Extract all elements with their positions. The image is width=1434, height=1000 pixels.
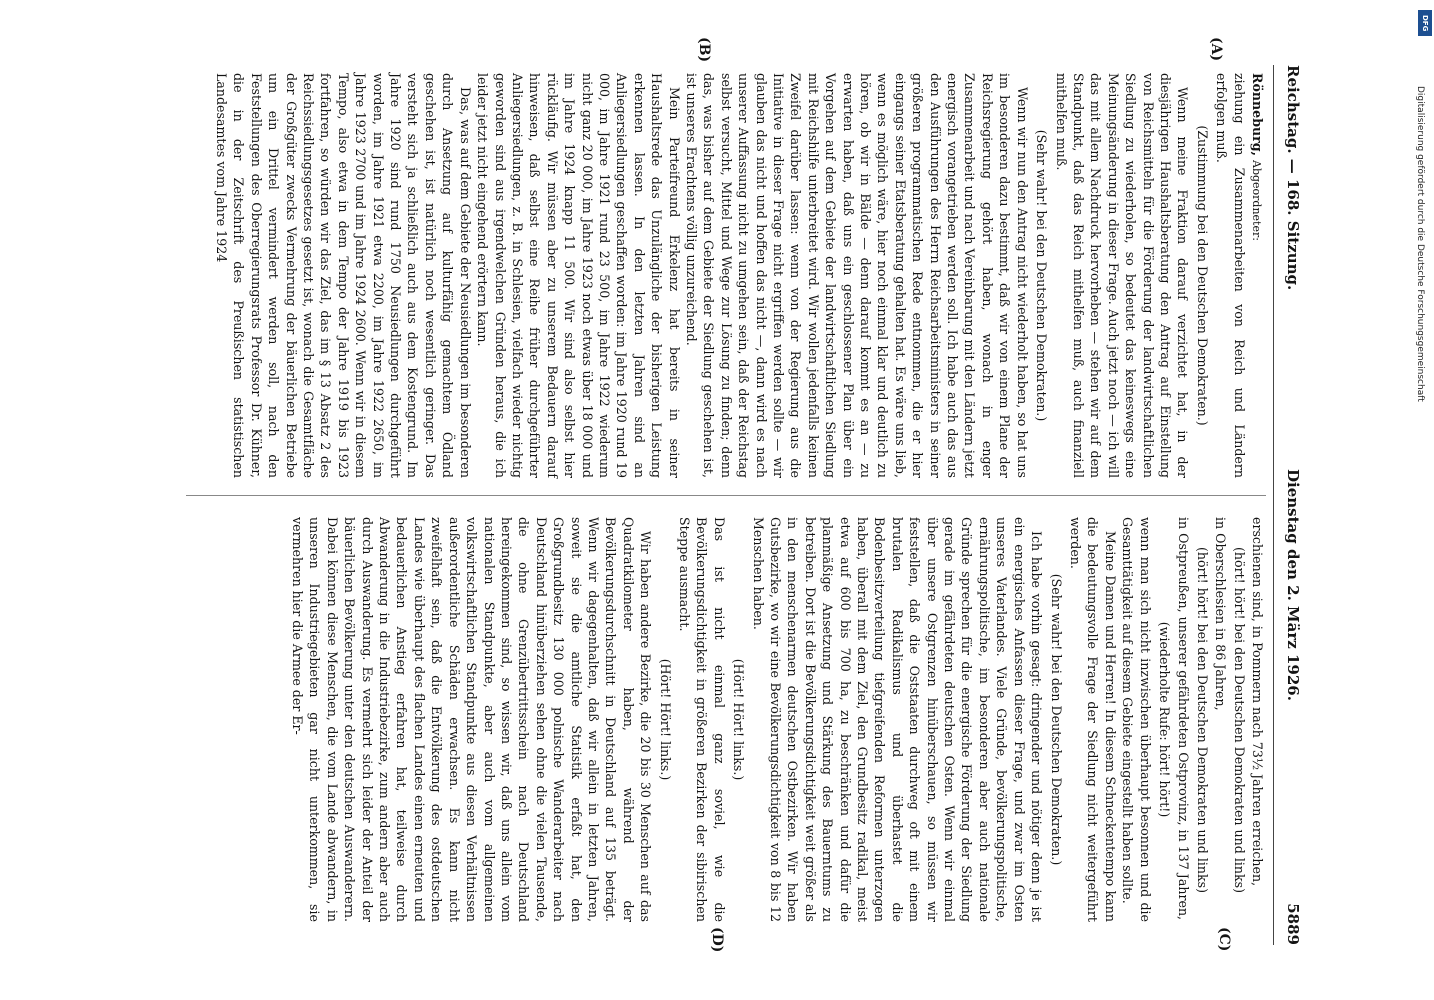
interjection: (Hört! Hört! links.): [657, 658, 673, 781]
running-head-date: Dienstag den 2. März 1926.: [1284, 469, 1302, 701]
interjection: (Zustimmung bei den Deutschen Demokraten.): [1194, 125, 1210, 426]
paragraph: Meine Damen und Herren! In diesem Schneckentempo kann die bedeutungsvolle Frage der Siedlung nicht weitergeführt werden.: [1067, 517, 1118, 922]
paragraph: erschienen sind, in Pommern nach 73½ Jahren erreichen,: [1250, 517, 1265, 887]
paragraph: Wir haben andere Bezirke, die 20 bis 30 Menschen auf das Quadratkilometer haben, während der Bevölkerungsdurchschnitt in Deutschland auf 135 beträgt. Wenn wir dagegenhalten, daß wir allein in letzten Jahren, soweit sie die amtliche Statistik erfaßt hat, den Großgrundbesitz 130 000 polnische Wanderarbeiter nach Deutschland hinüberziehen sehen ohne die vielen Tausende, die ohne Grenzübertrittsschein nach Deutschland hereingekommen sind, so wissen wir, daß uns allein vom nationalen Standpunkte, aber auch vom allgemeinen volkswirtschaftlichen Standpunkte aus diesen Verhältnissen außerordentliche Schäden erwachsen. Es kann nicht zweifelhaft sein, daß die Entvölkerung des ostdeutschen Landes wie überhaupt des flachen Landes einen erneuten und bedauerlichen Anstieg erfahren hat, teilweise durch Abwanderung in die Industriebezirke, zum andern aber auch durch Auswanderung. Es vermehrt sich leider der Anteil der bäuerlichen Bevölkerung unter den deutschen Auswanderern. Dabei können diese Menschen, die vom Lande abwandern, in unseren Industriegebieten gar nicht unterkommen, sie vermehren hier die Armee der Er-: [290, 517, 654, 922]
page-number: 5889: [1284, 903, 1302, 945]
paragraph: in Oberschlesien in 86 Jahren,: [1213, 517, 1229, 711]
interjection: (hört! hört! bei den Deutschen Demokraten und links): [1194, 547, 1210, 894]
dfg-logo-icon: DFG: [1418, 10, 1432, 36]
interjection: (Sehr wahr! bei den Deutschen Demokraten.): [1034, 129, 1050, 422]
right-column: [289, 517, 1266, 922]
margin-marker-b: (B): [696, 37, 712, 63]
column-divider: [186, 495, 1266, 496]
paragraph: Das ist nicht einmal ganz soviel, wie die Bevölkerungsdichtigkeit in größeren Bezirken der sibirischen Steppe ausmacht.: [677, 517, 727, 922]
margin-marker-a: (A): [1208, 37, 1224, 62]
rotated-page: [110, 37, 1310, 955]
speaker-line: [1248, 73, 1266, 478]
left-column: [213, 73, 1266, 478]
speaker-name: Rönneburg,: [1250, 73, 1265, 156]
paragraph: ziehung ein Zusammenarbeiten von Reich und Ländern erfolgen muß.: [1214, 73, 1247, 478]
running-head-session: Reichstag. — 168. Sitzung.: [1284, 65, 1302, 291]
interjection: (Sehr wahr! bei den Deutschen Demokraten.): [1048, 573, 1064, 866]
paragraph: Wenn wir nun den Antrag nicht wiederholt haben, so hat uns im besonderen dazu bestimmt, daß wir von einem Plane der Reichsregierung gehört haben, wonach in enger Zusammenarbeit und nach Vereinbarung mit den Ländern jetzt energisch vorangetrieben werden soll. Ich habe auch das aus den Ausführungen des Herrn Reichsarbeitsministers in seiner größeren programmatischen Rede entnommen, die er hier eingangs seiner Etatsberatung gehalten hat. Es wäre uns lieb, wenn es möglich wäre, hier noch einmal klar und deutlich zu hören, ob wir in Bälde — denn darauf kommt es an — zu erwarten haben, daß uns ein geschlossener Plan über ein Vorgehen auf dem Gebiete der landwirtschaftlichen Siedlung mit Reichshilfe unterbreitet wird. Wir wollen jedenfalls keinen Zweifel darüber lassen: wenn von der Regierung aus die Initiative in dieser Frage nicht ergriffen werden sollte — wir glauben das nicht und hoffen das nicht —, dann wird es nach unserer Auffassung nicht zu umgehen sein, daß der Reichstag selbst versucht, Mittel und Wege zur Lösung zu finden; denn das, was bisher auf dem Gebiete der Siedlung geschehen ist, ist unseres Erachtens völlig unzureichend.: [684, 73, 1030, 478]
interjection: (wiederholte Rufe: hört! hört!): [1156, 621, 1172, 818]
paragraph: Wenn meine Fraktion darauf verzichtet hat, in der diesjährigen Haushaltsberatung den Antrag auf Einstellung von Reichsmitteln für die Förderung der landwirtschaftlichen Siedlung zu wiederholen, so bedeutet das keineswegs eine Meinungsänderung in dieser Frage. Auch jetzt noch — ich will das mit allem Nachdruck hervorheben — stehen wir auf dem Standpunkt, daß das Reich mithelfen muß, auch finanziell mithelfen muß.: [1053, 73, 1191, 478]
paragraph: Das, was auf dem Gebiete der Neusiedlungen im besonderen durch Ansetzung auf kulturfähig gemachtem Ödland geschehen ist, ist natürlich noch wesentlich geringer. Das versteht sich ja schließlich auch aus dem Kostengrund. Im Jahre 1920 sind rund 1750 Neusiedlungen durchgeführt worden, im Jahre 1921 etwa 2200, im Jahre 1922 2650, im Jahre 1923 2700 und im Jahre 1924 2600. Wenn wir in diesem Tempo, also etwa in dem Tempo der Jahre 1919 bis 1923 fortfahren, so würden wir das Ziel, das im § 13 Absatz 2 des Reichssiedlungsgesetzes gesetzt ist, wonach die Gesamtfläche der Großgüter zwecks Vermehrung der bäuerlichen Betriebe um ein Drittel vermindert werden soll, nach den Feststellungen des Oberregierungsrats Professor Dr. Kühner, die in der Zeitschrift des Preußischen statistischen Landesamtes vom Jahre 1924: [214, 73, 473, 478]
margin-marker-d: (D): [709, 927, 725, 953]
header-rule: [1273, 65, 1274, 945]
paragraph: wenn man sich nicht inzwischen überhaupt besonnen und die Gesamttätigkeit auf diesem Gebiete eingestellt haben sollte.: [1120, 517, 1153, 922]
paragraph: in Ostpreußen, unserer gefährdeten Ostprovinz, in 137 Jahren,: [1176, 517, 1192, 921]
speaker-role: Abgeordneter:: [1250, 160, 1263, 241]
paragraph: Ich habe vorhin gesagt: dringender und nötiger denn je ist ein energisches Anfassen dieser Frage, und zwar im Osten unseres Vaterlandes. Viele Gründe, bevölkerungspolitische, ernährungspolitische, im besonderen aber auch nationale Gründe sprechen für die energische Förderung der Siedlung gerade im gefährdeten deutschen Osten. Wenn wir einmal über unsere Ostgrenzen hinüberschauen, so müssen wir feststellen, daß die Oststaaten durchweg oft mit einem brutalen Radikalismus und überhastet die Bodenbesitzverteilung tiefgreifenden Reformen unterzogen haben, überall mit dem Ziel, den Grundbesitz radikal, meist etwa auf 600 bis 700 ha, zu beschränken und dafür die planmäßige Ansetzung und Stärkung des Bauerntums zu betreiben. Dort ist die Bevölkerungsdichtigkeit weit größer als in den menschenarmen deutschen Ostbezirken. Wir haben Gutsbezirke, wo wir eine Bevölkerungsdichtigkeit von 8 bis 12 Menschen haben.: [750, 517, 1045, 922]
credit-text: Digitalisierung gefördert durch die Deutsche Forschungsgemeinschaft: [1415, 86, 1425, 402]
interjection: (hört! hört! bei den Deutschen Demokraten und links): [1231, 547, 1247, 894]
margin-marker-c: (C): [1216, 927, 1232, 952]
digitization-credit: [1408, 0, 1432, 1000]
paragraph: Mein Parteifreund Erkelenz hat bereits in seiner Haushaltsrede das Unzulängliche der bisherigen Leistung erkennen lassen. In den letzten Jahren sind an Anliegersiedlungen geschaffen worden: im Jahre 1920 rund 19 000, im Jahre 1921 rund 23 500, im Jahre 1922 wiederum nicht ganz 20 000, im Jahre 1923 noch etwas über 18 000 und im Jahre 1924 knapp 11 500. Wir sind also selbst hier rückläufig. Wir müssen aber zu unserem Bedauern darauf hinweisen, daß selbst eine Reihe früher durchgeführter Anliegersiedlungen, z. B. in Schlesien, vielfach wieder nichtig geworden sind aus irgendwelchen Gründen heraus, die ich leider jetzt nicht eingehend erörtern kann.: [475, 73, 682, 478]
interjection: (Hört! Hört! links.): [731, 658, 747, 781]
